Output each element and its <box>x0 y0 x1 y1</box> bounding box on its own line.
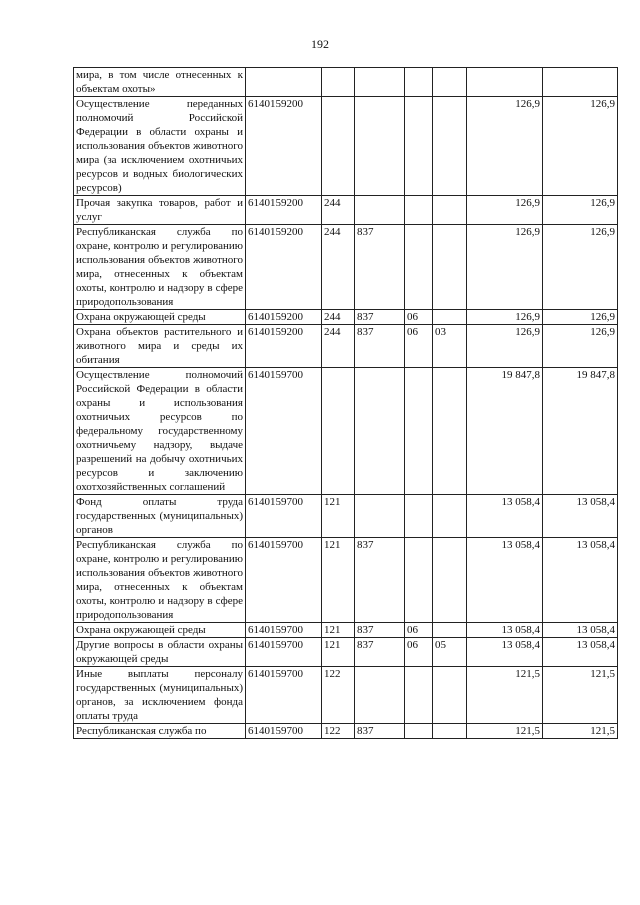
section-code <box>405 225 433 310</box>
ministry-code <box>355 368 405 495</box>
table-row <box>74 196 618 225</box>
item-name: Прочая закупка товаров, работ и услуг <box>74 196 246 225</box>
ministry-code: 837 <box>355 538 405 623</box>
item-name: Охрана окружающей среды <box>74 623 246 638</box>
expense-type-code <box>322 368 355 495</box>
target-article-code: 6140159200 <box>246 225 322 310</box>
amount-year-1: 13 058,4 <box>467 538 543 623</box>
target-article-code: 6140159700 <box>246 667 322 724</box>
table-row <box>74 495 618 538</box>
table-row <box>74 667 618 724</box>
table-row <box>74 368 618 495</box>
item-name: Осуществление полномочий Российской Федерации в области охраны и использования охотничьих ресурсов по федеральному государственному охотничьему надзору, выдаче разрешений на добычу охотничьих ресурсов и заключению охотхозяйственных соглашений <box>74 368 246 495</box>
table-body <box>74 68 618 739</box>
table-row <box>74 325 618 368</box>
expense-type-code: 121 <box>322 495 355 538</box>
expense-type-code: 244 <box>322 196 355 225</box>
table-row <box>74 638 618 667</box>
amount-year-2: 126,9 <box>543 97 618 196</box>
ministry-code: 837 <box>355 638 405 667</box>
expense-type-code: 122 <box>322 724 355 739</box>
amount-year-2: 13 058,4 <box>543 638 618 667</box>
expense-type-code: 244 <box>322 225 355 310</box>
amount-year-1: 121,5 <box>467 724 543 739</box>
item-name: Другие вопросы в области охраны окружающей среды <box>74 638 246 667</box>
section-code <box>405 97 433 196</box>
expense-type-code: 121 <box>322 638 355 667</box>
page-number: 192 <box>311 37 329 51</box>
table-row <box>74 724 618 739</box>
ministry-code: 837 <box>355 325 405 368</box>
ministry-code <box>355 196 405 225</box>
amount-year-1: 13 058,4 <box>467 638 543 667</box>
ministry-code <box>355 68 405 97</box>
amount-year-2: 121,5 <box>543 667 618 724</box>
item-name: Республиканская служба по охране, контролю и регулированию использования объектов животного мира, отнесенных к объектам охоты, контролю и надзору в сфере природопользования <box>74 225 246 310</box>
expense-type-code: 121 <box>322 538 355 623</box>
target-article-code: 6140159200 <box>246 310 322 325</box>
amount-year-2: 121,5 <box>543 724 618 739</box>
subsection-code <box>433 196 467 225</box>
target-article-code: 6140159700 <box>246 368 322 495</box>
amount-year-2 <box>543 68 618 97</box>
amount-year-1: 13 058,4 <box>467 495 543 538</box>
section-code <box>405 538 433 623</box>
budget-table <box>73 67 618 739</box>
subsection-code <box>433 68 467 97</box>
section-code <box>405 196 433 225</box>
subsection-code <box>433 368 467 495</box>
amount-year-1 <box>467 68 543 97</box>
subsection-code <box>433 724 467 739</box>
target-article-code: 6140159700 <box>246 623 322 638</box>
amount-year-2: 126,9 <box>543 325 618 368</box>
section-code <box>405 68 433 97</box>
section-code <box>405 368 433 495</box>
section-code: 06 <box>405 310 433 325</box>
amount-year-1: 126,9 <box>467 225 543 310</box>
subsection-code <box>433 495 467 538</box>
amount-year-2: 126,9 <box>543 196 618 225</box>
item-name: Иные выплаты персоналу государственных (муниципальных) органов, за исключением фонда оплаты труда <box>74 667 246 724</box>
expense-type-code: 244 <box>322 310 355 325</box>
table-row <box>74 225 618 310</box>
target-article-code: 6140159200 <box>246 325 322 368</box>
target-article-code: 6140159700 <box>246 724 322 739</box>
section-code <box>405 724 433 739</box>
expense-type-code: 244 <box>322 325 355 368</box>
amount-year-1: 13 058,4 <box>467 623 543 638</box>
subsection-code <box>433 538 467 623</box>
amount-year-1: 121,5 <box>467 667 543 724</box>
expense-type-code <box>322 68 355 97</box>
item-name: Республиканская служба по <box>74 724 246 739</box>
item-name: Охрана окружающей среды <box>74 310 246 325</box>
amount-year-2: 13 058,4 <box>543 538 618 623</box>
target-article-code: 6140159700 <box>246 638 322 667</box>
amount-year-2: 126,9 <box>543 225 618 310</box>
subsection-code <box>433 225 467 310</box>
subsection-code <box>433 97 467 196</box>
target-article-code: 6140159200 <box>246 97 322 196</box>
amount-year-1: 126,9 <box>467 310 543 325</box>
table-row <box>74 538 618 623</box>
ministry-code: 837 <box>355 310 405 325</box>
item-name: Осуществление переданных полномочий Российской Федерации в области охраны и использования объектов животного мира (за исключением охотничьих ресурсов и водных биологических ресурсов) <box>74 97 246 196</box>
table-row <box>74 623 618 638</box>
item-name: Республиканская служба по охране, контролю и регулированию использования объектов животного мира, отнесенных к объектам охоты, контролю и надзору в сфере природопользования <box>74 538 246 623</box>
section-code: 06 <box>405 325 433 368</box>
amount-year-2: 126,9 <box>543 310 618 325</box>
expense-type-code: 122 <box>322 667 355 724</box>
amount-year-2: 19 847,8 <box>543 368 618 495</box>
section-code <box>405 495 433 538</box>
ministry-code <box>355 495 405 538</box>
subsection-code <box>433 623 467 638</box>
item-name: Фонд оплаты труда государственных (муниципальных) органов <box>74 495 246 538</box>
amount-year-1: 19 847,8 <box>467 368 543 495</box>
target-article-code: 6140159200 <box>246 196 322 225</box>
section-code: 06 <box>405 638 433 667</box>
target-article-code <box>246 68 322 97</box>
ministry-code <box>355 667 405 724</box>
ministry-code: 837 <box>355 724 405 739</box>
section-code: 06 <box>405 623 433 638</box>
amount-year-2: 13 058,4 <box>543 495 618 538</box>
target-article-code: 6140159700 <box>246 495 322 538</box>
ministry-code: 837 <box>355 623 405 638</box>
table-row <box>74 310 618 325</box>
table-row <box>74 68 618 97</box>
amount-year-1: 126,9 <box>467 97 543 196</box>
target-article-code: 6140159700 <box>246 538 322 623</box>
amount-year-1: 126,9 <box>467 325 543 368</box>
section-code <box>405 667 433 724</box>
subsection-code <box>433 310 467 325</box>
amount-year-1: 126,9 <box>467 196 543 225</box>
subsection-code: 05 <box>433 638 467 667</box>
expense-type-code: 121 <box>322 623 355 638</box>
expense-type-code <box>322 97 355 196</box>
ministry-code <box>355 97 405 196</box>
ministry-code: 837 <box>355 225 405 310</box>
item-name: мира, в том числе отнесенных к объектам охоты» <box>74 68 246 97</box>
subsection-code: 03 <box>433 325 467 368</box>
subsection-code <box>433 667 467 724</box>
table-row <box>74 97 618 196</box>
amount-year-2: 13 058,4 <box>543 623 618 638</box>
item-name: Охрана объектов растительного и животного мира и среды их обитания <box>74 325 246 368</box>
